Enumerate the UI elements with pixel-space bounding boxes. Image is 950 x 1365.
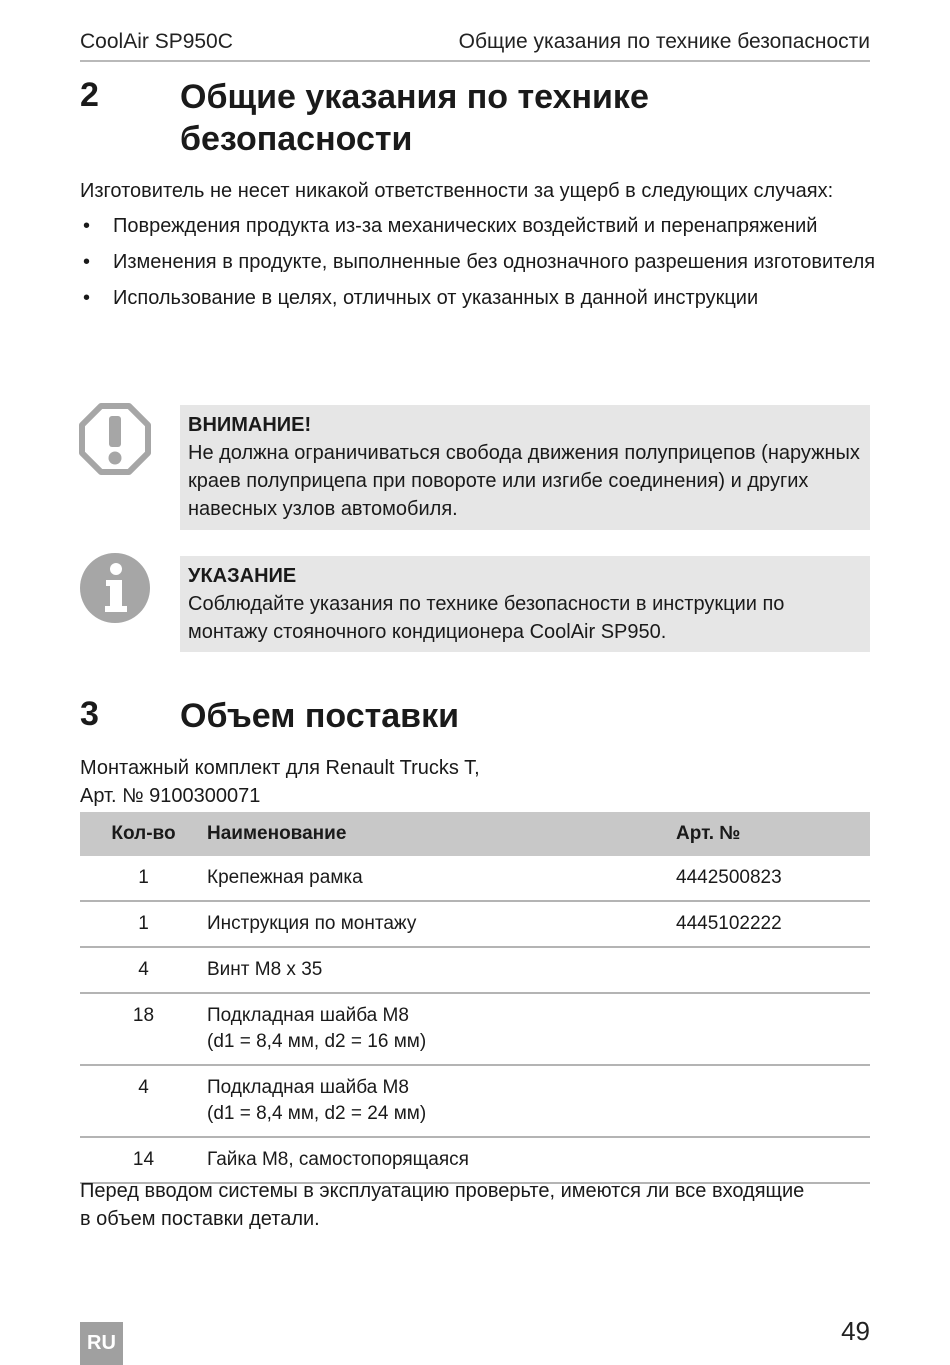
closing-note (80, 1177, 880, 1233)
page-number: 49 (841, 1316, 870, 1346)
list-item (80, 284, 880, 312)
section-2-title (180, 76, 860, 160)
cell-qty: 4 (80, 1065, 207, 1137)
cell-name-line: Крепежная рамка (207, 867, 363, 888)
list-item (80, 248, 880, 276)
warning-box (180, 405, 870, 530)
kit-line: Монтажный комплект для Renault Trucks T, (80, 757, 480, 779)
table-row (80, 947, 870, 993)
bullet-icon: • (83, 287, 91, 309)
cell-name-line: Подкладная шайба M8 (207, 1077, 409, 1098)
supply-table (80, 812, 870, 1184)
table-row (80, 1065, 870, 1137)
table-row (80, 901, 870, 947)
column-header-name: Наименование (207, 812, 676, 856)
bullet-icon: • (83, 251, 91, 273)
header-section: Общие указания по технике безопасности (458, 30, 870, 53)
section-2-title-line2: безопасности (180, 120, 413, 158)
cell-art: 4445102222 (676, 901, 870, 947)
cell-name-line: Подкладная шайба M8 (207, 1005, 409, 1026)
liability-list (80, 212, 880, 320)
warning-octagon-icon (79, 403, 151, 475)
page-header (80, 28, 870, 62)
section-2-title-line1: Общие указания по технике (180, 78, 649, 116)
table-row (80, 993, 870, 1065)
notice-heading: УКАЗАНИЕ (188, 565, 297, 587)
list-item-text: Использование в целях, отличных от указанных в данной инструкции (113, 287, 759, 309)
cell-name-line: Инструкция по монтажу (207, 913, 417, 934)
cell-art (676, 993, 870, 1065)
warning-heading: ВНИМАНИЕ! (188, 414, 312, 436)
closing-line: в объем поставки детали. (80, 1208, 320, 1230)
cell-qty: 1 (80, 856, 207, 901)
cell-name (207, 947, 676, 993)
kit-article: Арт. № 9100300071 (80, 785, 261, 807)
cell-qty: 14 (80, 1137, 207, 1183)
cell-name (207, 901, 676, 947)
closing-line: Перед вводом системы в эксплуатацию проверьте, имеются ли все входящие (80, 1180, 805, 1202)
warning-text: Не должна ограничиваться свобода движения полуприцепов (наружных краев полуприцепа при повороте или изгибе соединения) и других навесных узлов автомобиля. (188, 442, 860, 520)
cell-qty: 1 (80, 901, 207, 947)
list-item (80, 212, 880, 240)
cell-art (676, 1065, 870, 1137)
cell-name-line: (d1 = 8,4 мм, d2 = 16 мм) (207, 1031, 427, 1052)
section-2-number: 2 (80, 76, 99, 114)
cell-name-line: (d1 = 8,4 мм, d2 = 24 мм) (207, 1103, 427, 1124)
section-2-intro: Изготовитель не несет никакой ответственности за ущерб в следующих случаях: (80, 180, 834, 202)
cell-name-line: Гайка M8, самостопорящаяся (207, 1149, 469, 1170)
cell-art: 4442500823 (676, 856, 870, 901)
column-header-art: Арт. № (676, 812, 870, 856)
list-item-text: Повреждения продукта из-за механических воздействий и перенапряжений (113, 215, 818, 237)
cell-qty: 18 (80, 993, 207, 1065)
notice-text: Соблюдайте указания по технике безопасности в инструкции по монтажу стояночного кондиционера CoolAir SP950. (188, 593, 785, 643)
cell-art (676, 947, 870, 993)
header-product: CoolAir SP950C (80, 30, 233, 53)
notice-box (180, 556, 870, 652)
kit-description (80, 754, 880, 810)
table-row (80, 856, 870, 901)
cell-name-line: Винт M8 x 35 (207, 959, 323, 980)
language-badge: RU (80, 1322, 123, 1365)
list-item-text: Изменения в продукте, выполненные без однозначного разрешения изготовителя (113, 251, 876, 273)
section-3-number: 3 (80, 695, 99, 733)
cell-name (207, 856, 676, 901)
cell-qty: 4 (80, 947, 207, 993)
cell-name (207, 1065, 676, 1137)
cell-name (207, 993, 676, 1065)
column-header-qty: Кол-во (80, 812, 207, 856)
table-header-row (80, 812, 870, 856)
bullet-icon: • (83, 215, 91, 237)
section-3-title: Объем поставки (180, 697, 459, 735)
info-circle-icon (79, 552, 151, 624)
